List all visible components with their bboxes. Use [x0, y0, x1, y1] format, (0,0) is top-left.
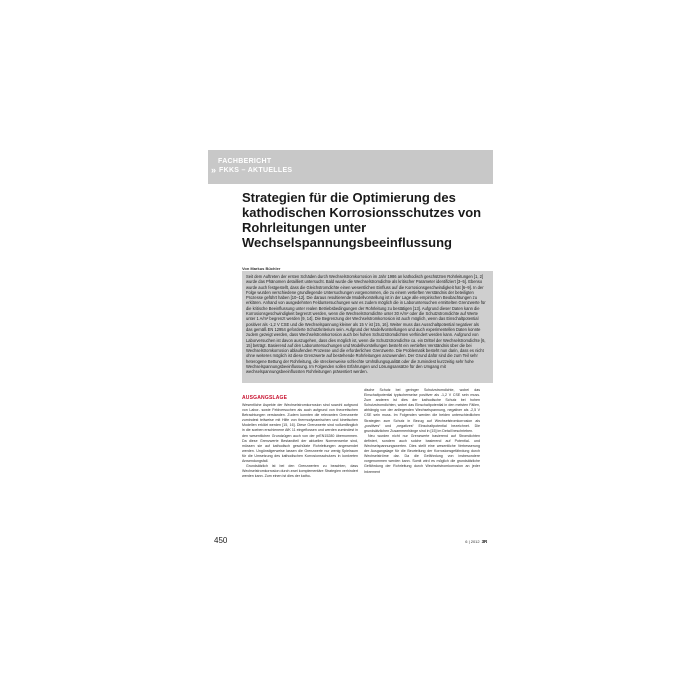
section-kicker-row — [211, 166, 292, 175]
article-title: Strategien für die Optimierung des kathodischen Korrosionsschutzes von Rohrleitungen unter Wechselspannungsbeeinflussung — [242, 190, 482, 250]
article-author: Von Markus Büchler — [242, 266, 281, 271]
publisher-logo: 3R — [481, 539, 487, 544]
section-kicker-bottom: FKKS – AKTUELLES — [219, 167, 293, 174]
magazine-page — [208, 150, 493, 550]
body-paragraph: Neu wurden nicht nur Grenzwerte basierend auf Stromdichten definiert, sondern auch solche basierend auf Potential- und Wechselspannungswerten. Dies stellt eine wesentliche Verbesserung der Ausgangslage für die Beurteilung der Korrosionsgefährdung durch Wechselströme dar. Da die Gefährdung von insbesondere vorgenommen werden kann. Somit wird es möglich die grundsätzliche Gefährdung der Rohrleitung durch Wechselstromkorrosion an jeder Inkrement — [364, 433, 480, 474]
body-column-left — [242, 395, 358, 479]
abstract-box — [242, 271, 493, 383]
issue-info — [465, 539, 487, 544]
section-heading: AUSGANGSLAGE — [242, 395, 288, 401]
issue-number: 6 | 2012 — [465, 539, 480, 544]
double-chevron-icon: » — [211, 165, 217, 175]
body-column-right — [364, 388, 480, 475]
body-paragraph: dische Schutz bei geringer Schutzstromdichte, wobei das Einschaltpotential typischerweise positiver als -1,2 V CSE sein muss. Zum anderen ist dies der kathodische Schutz bei hohen Schutzstromdichten, wobei das Einschaltpotential in den meisten Fällen, abhängig von der anliegenden Wechselspannung, negativer als -2,5 V CSE sein muss. Im Folgenden werden die beiden unterschiedlichen Strategien zum Schutz in Bezug auf Wechselstromkorrosion als „positives“ und „negatives“ Einschaltpotential bezeichnet. Die grundsätzlichen Zusammenhänge sind in [15] im Detail beschrieben. — [364, 388, 480, 433]
section-kicker-top: FACHBERICHT — [218, 158, 272, 165]
body-paragraph: Grundsätzlich ist bei den Grenzwerten zu beachten, dass Wechselstromkorrosion durch zwei komplementäre Strategien verhindert werden kann. Zum einen ist dies der katho- — [242, 464, 358, 479]
header-band — [208, 150, 493, 184]
abstract-text: Seit dem Auftreten der ersten Schäden durch Wechselstromkorrosion im Jahr 1986 an kathodisch geschützten Rohrleitungen [1, 2] wurde das Phänomen detailliert untersucht. Bald wurde die Wechselstromdichte als kritischer Parameter identifiziert [3–5]. Ebenso wurde auch festgestellt, dass die Gleichstromdichte einen wesentlichen Einfluss auf die Korrosionsgeschwindigkeit hat [6–9]. In der Folge wurden verschiedene grundlegende Untersuchungen vorgenommen, die zu einem vertieften Verständnis der beteiligten Prozesse geführt haben [10–12]. Die daraus resultierende Modellvorstellung ist in der Lage alle empirischen Beobachtungen zu erklären. Anhand von ausgedehnten Felduntersuchungen war es zudem möglich die in Laboruntersuchen ermittelten Grenzwerte für die kritische Beeinflussung unter realen Betriebsbedingungen der Rohrleitung zu bestätigen [13]. Aufgrund dieser Daten kann die Korrosionsgeschwindigkeit begrenzt werden, wenn die Wechselstromdichte unter 30 A/m² oder die Schutzstromdichte auf Werte unter 1 A/m² begrenzt werden [9, 14]. Die Begrenzung der Wechselstromkorrosion ist auch möglich, wenn das Einschaltpotential positiver als -1,2 V CSE und die Wechselspannung kleiner als 15 V ist [15, 16]. Weiter muss das Ausschaltpotential negativer als das gemäß EN 12954 geforderte Schutzkriterium sein. Aufgrund der Modellvorstellungen und auch experimentellen Daten konnte zudem gezeigt werden, dass Wechselstromkorrosion auch bei hohen Schutzstromdichten verhindert werden kann. Aufgrund von Laborversuchen ist davon auszugehen, dass dies möglich ist, wenn die Schutzstromdichte ca. ein Drittel der Wechselstromdichte [6, 15] beträgt. Basierend auf den Laboruntersuchungen und Modellvorstellungen besteht ein vertieftes Verständnis über die bei Wechselstromkorrosion ablaufenden Prozesse und die erforderlichen Grenzwerte. Die Problematik besteht nun darin, dass es nicht ohne weiteres möglich ist diese Grenzwerte auf bestehende Rohrleitungen anzuwenden. Der Grund dafür sind die zum Teil sehr heterogene Bettung der Rohrleitung, die streckenweise schlechte Umhüllungsqualität oder die zumindest kurzzeitig sehr hohe Wechselspannungsbeeinflussung. Im Folgenden sollen Erfahrungen und Lösungsansätze für den Umgang mit wechselspannungsbeeinflussten Rohrleitungen präsentiert werden. — [246, 274, 486, 375]
body-paragraph: Wesentliche Aspekte der Wechselstromkorrosion sind sowohl aufgrund von Labor- sowie Feldversuchen als auch aufgrund von theoretischen Betrachtungen verstanden. Zudem konnten die relevanten Grenzwerte zumindest teilweise mit Hilfe von thermodynamischen und kinetischen Modellen erklärt werden [15, 16]. Diese Grenzwerte sind vollumfänglich in die soeben erschienene AfK 11 eingeflossen und werden zumindest in den wesentlichen Grundzügen auch von der prEN15280 übernommen. Da diese Grenzwerte Bestandteil der aktuellen Normenwerke sind, müssen sie auf kathodisch geschützte Rohrleitungen angewendet werden. Ungünstigerweise lassen die Grenzwerte nur wenig Spielraum für die Umsetzung des kathodischen Korrosionsschutzes in konkreten Anwendungsfall. — [242, 403, 358, 464]
page-number: 450 — [214, 536, 228, 545]
